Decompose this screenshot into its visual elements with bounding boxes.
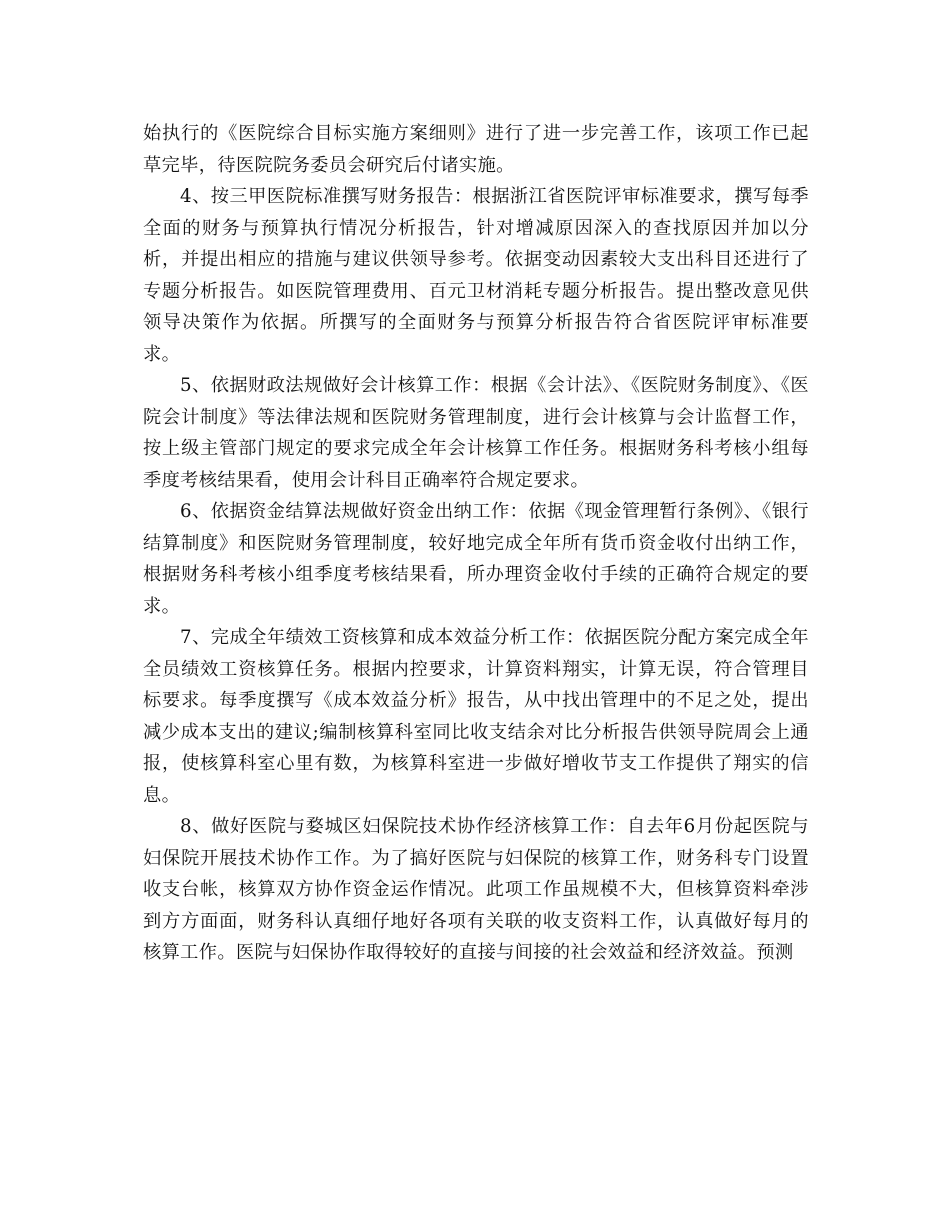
paragraph-item-7: 7、完成全年绩效工资核算和成本效益分析工作：依据医院分配方案完成全年全员绩效工资核算任务。根据内控要求，计算资料翔实，计算无误，符合管理目标要求。每季度撰写《成本效益分析》报告，从中找出管理中的不足之处，提出减少成本支出的建议;编制核算科室同比收支结余对比分析报告供领导院周会上通报，使核算科室心里有数，为核算科室进一步做好增收节支工作提供了翔实的信息。: [143, 627, 809, 806]
paragraph-item-5: 5、依据财政法规做好会计核算工作：根据《会计法》、《医院财务制度》、《医院会计制度》等法律法规和医院财务管理制度，进行会计核算与会计监督工作，按上级主管部门规定的要求完成全年会计核算工作任务。根据财务科考核小组每季度考核结果看，使用会计科目正确率符合规定要求。: [143, 375, 809, 491]
paragraph-item-8: 8、做好医院与婺城区妇保院技术协作经济核算工作：自去年6月份起医院与妇保院开展技术协作工作。为了搞好医院与妇保院的核算工作，财务科专门设置收支台帐，核算双方协作资金运作情况。此项工作虽规模不大，但核算资料牵涉到方方面面，财务科认真细仔地好各项有关联的收支资料工作，认真做好每月的核算工作。医院与妇保协作取得较好的直接与间接的社会效益和经济效益。预测: [143, 816, 809, 963]
paragraph-intro-continuation: 始执行的《医院综合目标实施方案细则》进行了进一步完善工作，该项工作已起草完毕，待医院院务委员会研究后付诸实施。: [143, 123, 809, 176]
paragraph-item-6: 6、依据资金结算法规做好资金出纳工作：依据《现金管理暂行条例》、《银行结算制度》和医院财务管理制度，较好地完成全年所有货币资金收付出纳工作，根据财务科考核小组季度考核结果看，所办理资金收付手续的正确符合规定的要求。: [143, 501, 809, 617]
document-body: [143, 118, 809, 969]
paragraph-item-4: 4、按三甲医院标准撰写财务报告：根据浙江省医院评审标准要求，撰写每季全面的财务与预算执行情况分析报告，针对增减原因深入的查找原因并加以分析，并提出相应的措施与建议供领导参考。依据变动因素较大支出科目还进行了专题分析报告。如医院管理费用、百元卫材消耗专题分析报告。提出整改意见供领导决策作为依据。所撰写的全面财务与预算分析报告符合省医院评审标准要求。: [143, 186, 809, 365]
